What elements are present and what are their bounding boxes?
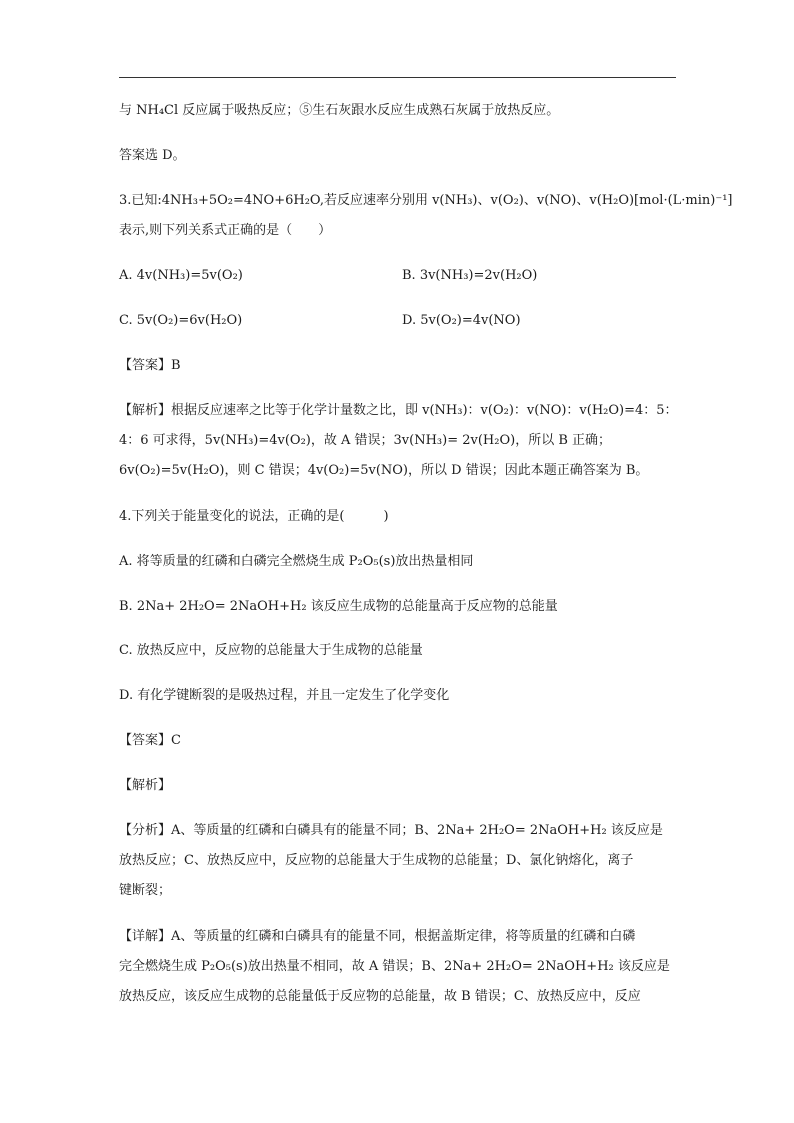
text-line: 答案选 D。 — [119, 148, 186, 163]
answer-4: 【答案】C — [119, 733, 181, 748]
option-row — [119, 267, 538, 285]
option-b: B. 2Na+ 2H₂O= 2NaOH+H₂ 该反应生成物的总能量高于反应物的总能量 — [119, 599, 558, 614]
answer-3: 【答案】B — [119, 358, 181, 373]
option-c: C. 5v(O₂)=6v(H₂O) — [119, 313, 243, 328]
detail-line: 【详解】A、等质量的红磷和白磷具有的能量不同，根据盖斯定律，将等质量的红磷和白磷 — [119, 929, 636, 944]
detail-line: 放热反应，该反应生成物的总能量低于反应物的总能量，故 B 错误；C、放热反应中，反应 — [119, 989, 641, 1004]
option-d: D. 有化学键断裂的是吸热过程，并且一定发生了化学变化 — [119, 688, 450, 703]
option-a: A. 4v(NH₃)=5v(O₂) — [119, 268, 243, 283]
explanation-line: 【解析】根据反应速率之比等于化学计量数之比，即 v(NH₃)：v(O₂)：v(NO)：v(H₂O)=4：5： — [119, 403, 678, 418]
option-c: C. 放热反应中，反应物的总能量大于生成物的总能量 — [119, 643, 423, 658]
option-row — [119, 312, 521, 330]
explanation-line: 6v(O₂)=5v(H₂O)，则 C 错误；4v(O₂)=5v(NO)，所以 D 错误；因此本题正确答案为 B。 — [119, 463, 649, 478]
question-3-stem: 3.已知:4NH₃+5O₂=4NO+6H₂O,若反应速率分别用 v(NH₃)、v(O₂)、v(NO)、v(H₂O)[mol·(L·min)⁻¹] — [119, 193, 733, 208]
analysis-line: 键断裂； — [119, 883, 172, 898]
question-3-stem-cont: 表示,则下列关系式正确的是（ ） — [119, 223, 332, 238]
option-a: A. 将等质量的红磷和白磷完全燃烧生成 P₂O₅(s)放出热量相同 — [119, 554, 474, 569]
option-d: D. 5v(O₂)=4v(NO) — [402, 313, 521, 328]
analysis-line: 放热反应；C、放热反应中，反应物的总能量大于生成物的总能量；D、氯化钠熔化，离子 — [119, 853, 634, 868]
header-rule — [119, 77, 676, 78]
question-4-stem: 4.下列关于能量变化的说法，正确的是( ) — [119, 509, 389, 524]
analysis-line: 【分析】A、等质量的红磷和白磷具有的能量不同；B、2Na+ 2H₂O= 2NaOH+H₂ 该反应是 — [119, 823, 663, 838]
detail-line: 完全燃烧生成 P₂O₅(s)放出热量不相同，故 A 错误；B、2Na+ 2H₂O= 2NaOH+H₂ 该反应是 — [119, 959, 670, 974]
option-b: B. 3v(NH₃)=2v(H₂O) — [402, 268, 538, 283]
explanation-heading: 【解析】 — [119, 778, 172, 793]
text-line: 与 NH₄Cl 反应属于吸热反应；⑤生石灰跟水反应生成熟石灰属于放热反应。 — [119, 103, 560, 118]
explanation-line: 4：6 可求得，5v(NH₃)=4v(O₂)，故 A 错误；3v(NH₃)= 2v(H₂O)，所以 B 正确； — [119, 433, 612, 448]
